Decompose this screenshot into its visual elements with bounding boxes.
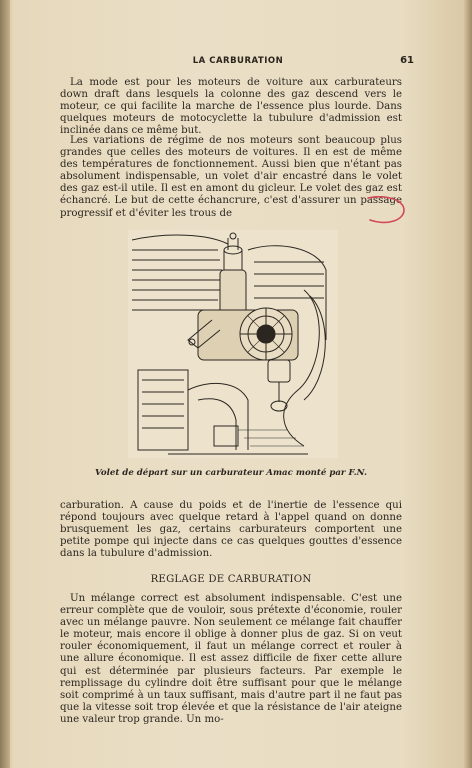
binding-edge (0, 0, 10, 768)
section-heading: REGLAGE DE CARBURATION (150, 574, 312, 585)
carburetor-illustration (128, 230, 338, 458)
paragraph-continuation: carburation. A cause du poids et de l'inertie de l'essence qui répond toujours avec quelque retard à l'appel quand on donne brusquement les gaz, certains carburateurs comportent une petite pompe qui injecte dans ce cas quelques gouttes d'essence dans la tubulure d'admission. (60, 500, 402, 560)
page-number: 61 (400, 55, 414, 66)
paragraph-variations: Les variations de régime de nos moteurs sont beaucoup plus grandes que celles des moteurs de voitures. Il en est de même des températures de fonctionnement. Aussi bien que n'étant pas absolument indispensable, un volet d'air encastré dans le volet des gaz est-il utile. Il est en amont du gicleur. Le volet des gaz est échancré. Le but de cette échancrure, c'est d'assurer un passage progressif et d'éviter les trous de (60, 135, 402, 219)
red-pen-underline-mark (364, 196, 408, 226)
paragraph-reglage: Un mélange correct est absolument indispensable. C'est une erreur complète que de vouloir, sous prétexte d'économie, rouler avec un mélange pauvre. Non seulement ce mélange fait chauffer le moteur, mais encore il oblige à donner plus de gaz. Si on veut rouler économiquement, il faut un mélange correct et rouler à une allure économique. Il est assez difficile de fixer cette allure qui est déterminée par plusieurs facteurs. Par exemple le remplissage du cylindre doit être suffisant pour que le mélange soit comprimé à un taux suffisant, mais d'autre part il ne faut pas que la vitesse soit trop élevée et que la résistance de l'air ateigne une valeur trop grande. Un mo- (60, 593, 402, 725)
page-header (62, 56, 414, 72)
paragraph-down-draft: La mode est pour les moteurs de voiture aux carburateurs down draft dans lesquels la colonne des gaz descend vers le moteur, ce qui facilite la marche de l'essence plus lourde. Dans quelques moteurs de motocyclette la tubulure d'admission est inclinée dans ce même but. (60, 77, 402, 137)
page-edge (464, 0, 472, 768)
figure-caption: Volet de départ sur un carburateur Amac monté par F.N. (95, 468, 367, 478)
running-title: LA CARBURATION (192, 56, 284, 66)
